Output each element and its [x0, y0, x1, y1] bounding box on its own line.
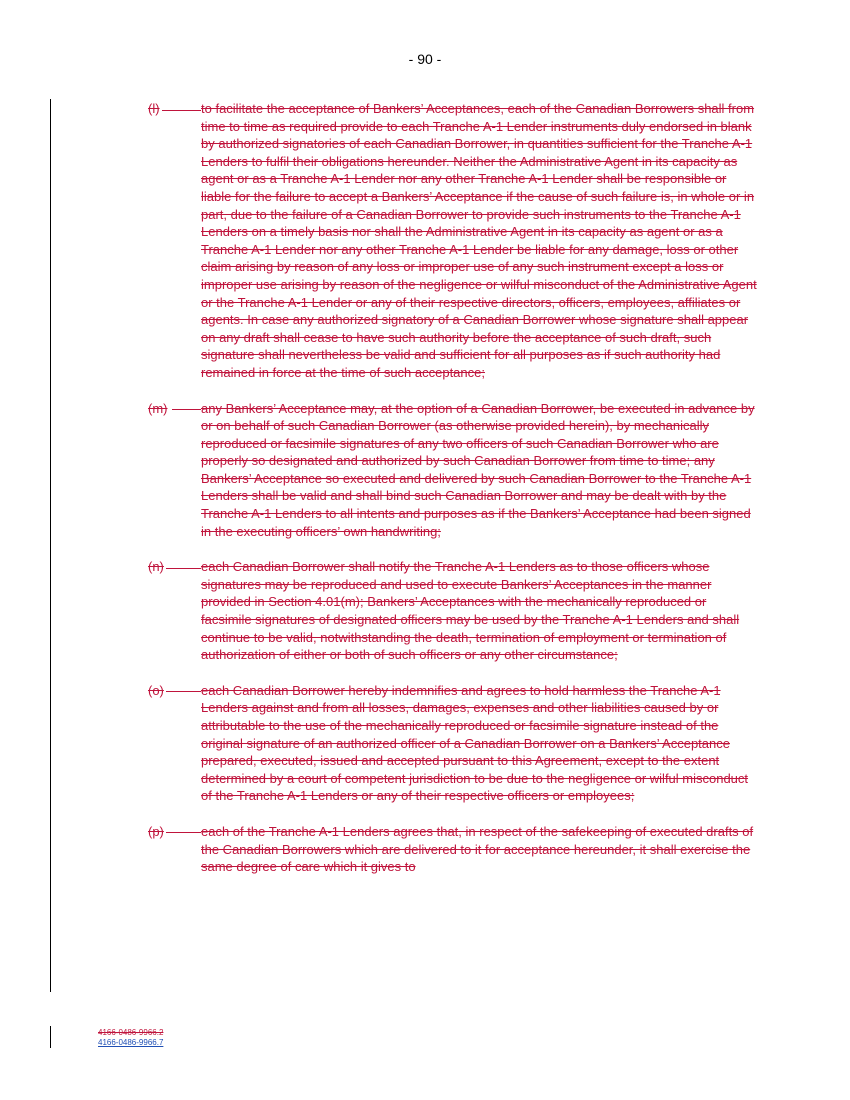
- document-body: [148, 100, 758, 894]
- clause-text: each Canadian Borrower hereby indemnifies and agrees to hold harmless the Tranche A-1 Lenders against and from all losses, damages, expenses and other liabilities caused by or attributable to the use of the mechanically reproduced or facsimile signature instead of the original signature of an authorized officer of a Canadian Borrower on a Bankers’ Acceptance prepared, executed, issued and accepted pursuant to this Agreement, except to the extent determined by a court of competent jurisdiction to be due to the negligence or wilful misconduct of the Tranche A-1 Lenders or any of their respective officers or employees;: [201, 682, 749, 804]
- clause-text: to facilitate the acceptance of Bankers’ Acceptances, each of the Canadian Borrowers shall from time to time as required provide to each Tranche A-1 Lender instruments duly endorsed in blank by authorized signatories of each Canadian Borrower, in quantities sufficient for the Tranche A-1 Lenders to fulfil their obligations hereunder. Neither the Administrative Agent in its capacity as agent or as a Tranche A-1 Lender nor any other Tranche A-1 Lender shall be responsible or liable for the failure to accept a Bankers’ Acceptance if the cause of such failure is, in whole or in part, due to the failure of a Canadian Borrower to provide such instruments to the Tranche A-1 Lenders on a timely basis nor shall the Administrative Agent in its capacity as agent or as a Tranche A-1 Lender nor any other Tranche A-1 Lender be liable for any damage, loss or other claim arising by reason of any loss or improper use of any such instrument except a loss or improper use arising by reason of the negligence or wilful misconduct of the Administrative Agent or the Tranche A-1 Lender or any of their respective directors, officers, employees, affiliates or agents. In case any authorized signatory of a Canadian Borrower whose signature shall appear on any draft shall cease to have such authority before the acceptance of such draft, such signature shall nevertheless be valid and sufficient for all purposes as if such authority had remained in force at the time of such acceptance;: [201, 101, 757, 380]
- clause-p: [148, 823, 758, 876]
- clause-o: [148, 682, 758, 805]
- page-number: - 90 -: [408, 51, 442, 67]
- clause-marker: (m): [148, 400, 201, 418]
- clause-l: [148, 100, 758, 382]
- inserted-document-id: 4166-0486-9966.7: [98, 1038, 164, 1047]
- footer-change-bar: [50, 1026, 51, 1048]
- clause-text: each Canadian Borrower shall notify the Tranche A-1 Lenders as to those officers whose signatures may be reproduced and used to execute Bankers’ Acceptances in the manner provided in Section 4.01(m); Bankers’ Acceptances with the mechanically reproduced or facsimile signatures of designated officers may be used by the Tranche A-1 Lenders and shall continue to be valid, notwithstanding the death, termination of employment or termination of authorization of either or both of such officers or any other circumstance;: [201, 559, 740, 663]
- clause-text: any Bankers’ Acceptance may, at the option of a Canadian Borrower, be executed in advance by or on behalf of such Canadian Borrower (as otherwise provided herein), by mechanically reproduced or facsimile signatures of any two officers of such Canadian Borrower who are properly so designated and authorized by such Canadian Borrower from time to time; any Bankers’ Acceptance so executed and delivered by such Canadian Borrower to the Tranche A-1 Lenders shall be valid and shall bind such Canadian Borrower and may be dealt with by the Tranche A-1 Lenders to all intents and purposes as if the Bankers’ Acceptance had been signed in the executing officers’ own handwriting;: [201, 400, 755, 539]
- change-bar: [50, 99, 51, 992]
- clause-m: [148, 400, 758, 541]
- clause-marker: (o): [148, 682, 201, 700]
- clause-marker: (n): [148, 558, 201, 576]
- clause-n: [148, 558, 758, 664]
- deleted-document-id: 4166-0486-9966.2: [98, 1028, 164, 1037]
- clause-marker: (l): [148, 100, 201, 118]
- clause-text: each of the Tranche A-1 Lenders agrees that, in respect of the safekeeping of executed drafts of the Canadian Borrowers which are delivered to it for acceptance hereunder, it shall exercise the same degree of care which it gives to: [201, 823, 754, 875]
- document-id-footer: [98, 1028, 163, 1048]
- clause-marker: (p): [148, 823, 201, 841]
